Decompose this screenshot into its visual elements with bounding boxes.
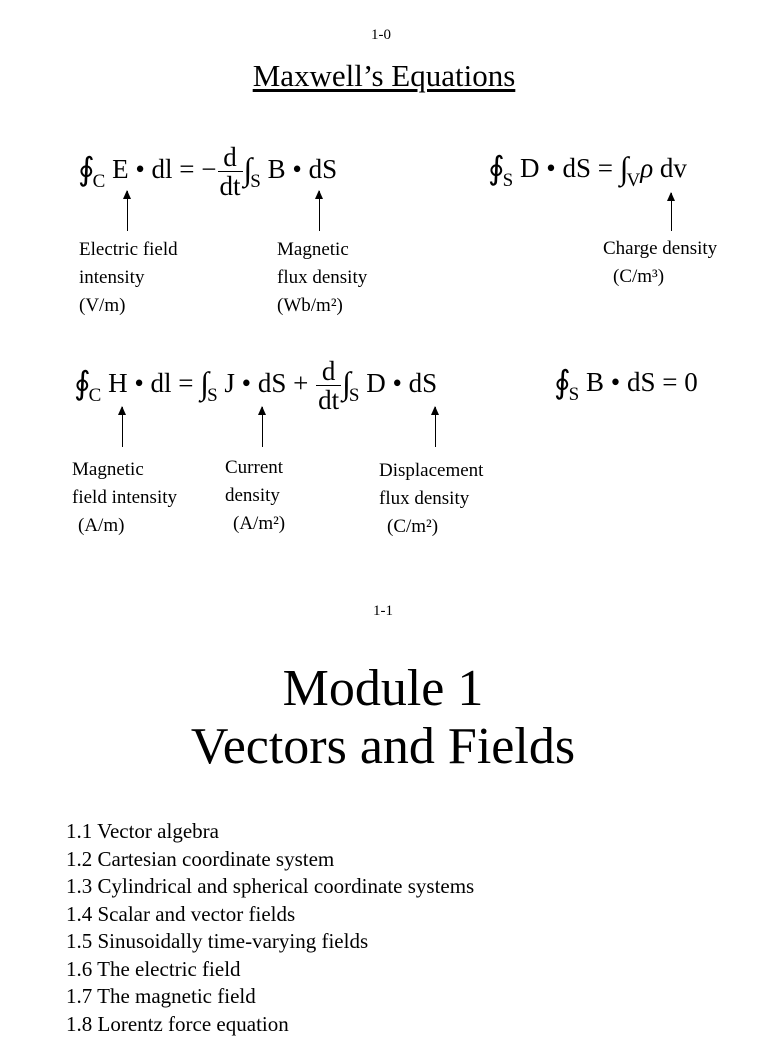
page-number-bottom: 1-1 [373,603,393,620]
label-current-density: Current density (A/m²) [225,454,285,538]
page-number-top: 1-0 [371,27,391,44]
ampere-law-equation: $∮_C$ H • dl = $\int_S$ J • dS + $\frac{d}{dt}$ $\int_S$ D • dS [74,357,437,415]
arrow-up-icon [671,193,672,231]
label-electric-field: Electric field intensity (V/m) [79,236,178,320]
toc-item: 1.4 Scalar and vector fields [66,901,474,929]
toc-item: 1.8 Lorentz force equation [66,1011,474,1038]
gauss-law-electric-equation: $∮_S$ D • dS = $\int_V\rho$ dv [488,152,687,190]
page-title: Maxwell’s Equations [0,58,768,94]
toc-item: 1.5 Sinusoidally time-varying fields [66,928,474,956]
toc-item: 1.3 Cylindrical and spherical coordinate systems [66,873,474,901]
label-magnetic-flux-density: Magnetic flux density (Wb/m²) [277,236,367,320]
toc-item: 1.6 The electric field [66,956,474,984]
toc-item: 1.2 Cartesian coordinate system [66,846,474,874]
arrow-up-icon [319,191,320,231]
table-of-contents [66,818,474,1038]
arrow-up-icon [262,407,263,447]
toc-item: 1.7 The magnetic field [66,983,474,1011]
gauss-law-magnetic-equation: $∮_S$ B • dS = 0 [554,366,698,404]
arrow-up-icon [122,407,123,447]
label-displacement-flux-density: Displacement flux density (C/m²) [379,457,483,541]
arrow-up-icon [127,191,128,231]
faraday-law-equation: $∮_C$ E • dl = − $\frac{d}{dt}$ $\int_S$ B • dS [78,143,337,201]
arrow-up-icon [435,407,436,447]
toc-item: 1.1 Vector algebra [66,818,474,846]
label-charge-density: Charge density (C/m³) [603,235,717,291]
label-magnetic-field-intensity: Magnetic field intensity (A/m) [72,456,177,540]
module-title: Module 1 Vectors and Fields [0,660,766,776]
